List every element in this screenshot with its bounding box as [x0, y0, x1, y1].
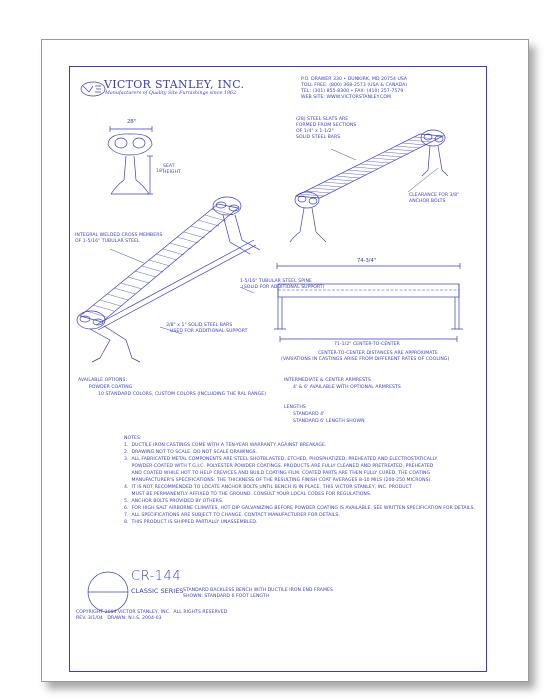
brand-tagline: Manufacturers of Quality Site Furnishings since 1962 — [105, 91, 237, 96]
options-armrests: INTERMEDIATE & CENTER ARMRESTS — [284, 378, 371, 383]
note-line: 1. DUCTILE IRON CASTINGS COME WITH A TEN-YEAR WARRANTY AGAINST BREAKAGE. — [124, 443, 327, 448]
model-number: CR-144 — [131, 569, 182, 584]
approx-note-2: (VARIATIONS IN CASTINGS ARISE FROM DIFFERENT RATES OF COOLING) — [281, 357, 450, 362]
copyright: COPYRIGHT 2004 VICTOR STANLEY, INC. ALL RIGHTS RESERVED — [76, 610, 228, 615]
seat-height-label-2: HEIGHT — [163, 170, 181, 175]
address-line-1: P.O. DRAWER 330 • DUNKIRK, MD 20754 USA — [301, 77, 408, 82]
bars-callout-1: 3/8" x 1" SOLID STEEL BARS — [166, 323, 233, 328]
brand-name: VICTOR STANLEY, INC. — [104, 78, 245, 91]
note-line: 3. ALL FABRICATED METAL COMPONENTS ARE STEEL SHOTBLASTED, ETCHED, PHOSPHATIZED, PREHEATED AND ELECTROSTATICALLY — [124, 457, 438, 462]
options-powder: POWDER COATING — [89, 385, 133, 390]
bench-isometric-top — [290, 130, 448, 242]
address-line-2: TOLL FREE: (800) 368-2573 (USA & CANADA) — [301, 83, 408, 88]
product-shown: SHOWN: STANDARD 6 FOOT LENGTH — [183, 594, 270, 599]
note-line: POWDER-COATED WITH T.G.I.C. POLYESTER POWDER COATINGS. PRODUCTS ARE FULLY CLEANED AND PRETREATED, PREHEATED — [124, 464, 434, 469]
company-logo-icon — [81, 82, 105, 96]
slats-callout-1: (28) STEEL SLATS ARE — [296, 117, 349, 122]
options-armrests-detail: 4' & 6' AVAILABLE WITH OPTIONAL ARMRESTS — [293, 385, 401, 390]
cross-members-callout-2: OF 1-5/16" TUBULAR STEEL — [75, 239, 140, 244]
clearance-callout-1: CLEARANCE FOR 3/8" — [409, 193, 460, 198]
options-colors: 10 STANDARD COLORS, CUSTOM COLORS (INCLUDING THE RAL RANGE) — [98, 392, 267, 397]
bench-isometric-main — [77, 197, 260, 362]
approx-note-1: CENTER-TO-CENTER DISTANCES ARE APPROXIMATE — [318, 351, 438, 356]
bars-callout-2: USED FOR ADDITIONAL SUPPORT — [170, 329, 248, 334]
notes-title: NOTES: — [124, 436, 142, 441]
note-line: 6. FOR HIGH SALT AIRBORNE CLIMATES, HOT DIP GALVANIZING BEFORE POWDER COATING IS AVAILABLE. SEE WRITTEN SPECIFICATION FOR DETAILS. — [124, 506, 476, 511]
note-line: 7. ALL SPECIFICATIONS ARE SUBJECT TO CHANGE. CONTACT MANUFACTURER FOR DETAILS. — [124, 513, 340, 518]
spine-callout-1: 1-5/16" TUBULAR STEEL SPINE — [240, 279, 312, 284]
slats-callout-3: OF 1/4" x 1-1/2" — [296, 129, 334, 134]
product-description: STANDARD BACKLESS BENCH WITH DUCTILE IRON END FRAMES — [183, 588, 333, 593]
center-to-center-dimension: 71-1/2" CENTER-TO-CENTER — [334, 342, 400, 347]
options-length-6: STANDARD 6' LENGTH SHOWN — [293, 419, 365, 424]
clearance-callout-2: ANCHOR BOLTS — [409, 199, 446, 204]
end-view — [108, 126, 153, 194]
seat-height-value: 18" — [156, 169, 165, 174]
options-title: AVAILABLE OPTIONS: — [78, 378, 128, 383]
note-line: 8. THIS PRODUCT IS SHIPPED PARTIALLY UNASSEMBLED. — [124, 520, 258, 525]
series-name: CLASSIC SERIES — [131, 587, 184, 595]
note-line: 4. IT IS NOT RECOMMENDED TO LOCATE ANCHOR BOLTS UNTIL BENCH IS IN PLACE. THIS VICTOR STANLEY, INC. PRODUCT — [124, 485, 412, 490]
overall-length-dimension: 74-3/4" — [357, 258, 377, 264]
slats-callout-4: SOLID STEEL BARS — [296, 135, 341, 140]
bench-front-elevation — [274, 263, 463, 342]
note-line: AND COATED WHILE HOT TO HELP CREVICES AND BUILD COATING FILM. COATED PARTS ARE THEN FULLY CURED. THE COATING — [124, 471, 431, 476]
address-line-4: WEB SITE: WWW.VICTORSTANLEY.COM — [301, 95, 391, 100]
address-line-3: TEL: (301) 855-8300 • FAX: (410) 257-7579 — [301, 89, 404, 94]
note-line: MUST BE PERMANENTLY AFFIXED TO THE GROUND. CONSULT YOUR LOCAL CODES FOR REGULATIONS. — [124, 492, 372, 497]
revision: REV. 3/1/04 DRAWN: N.I.S. 2004-03 — [76, 616, 162, 621]
note-line: 2. DRAWING NOT TO SCALE. DO NOT SCALE DRAWINGS. — [124, 450, 258, 455]
width-dimension: 28" — [127, 119, 136, 125]
slats-callout-2: FORMED FROM SECTIONS — [296, 123, 357, 128]
note-line: MANUFACTURER'S SPECIFICATIONS: THE THICKNESS OF THE RESULTING FINISH COAT AVERAGES 8-10 MILS (200-250 MICRONS). — [124, 478, 432, 483]
options-lengths: LENGTHS — [284, 405, 306, 410]
options-length-4: STANDARD 4' — [293, 412, 325, 417]
seat-height-label-1: SEAT — [163, 164, 175, 169]
spine-callout-2: (SOLID FOR ADDITIONAL SUPPORT) — [242, 285, 325, 290]
cross-members-callout-1: INTEGRAL WELDED CROSS MEMBERS — [75, 233, 163, 238]
note-line: 5. ANCHOR BOLTS PROVIDED BY OTHERS. — [124, 499, 224, 504]
